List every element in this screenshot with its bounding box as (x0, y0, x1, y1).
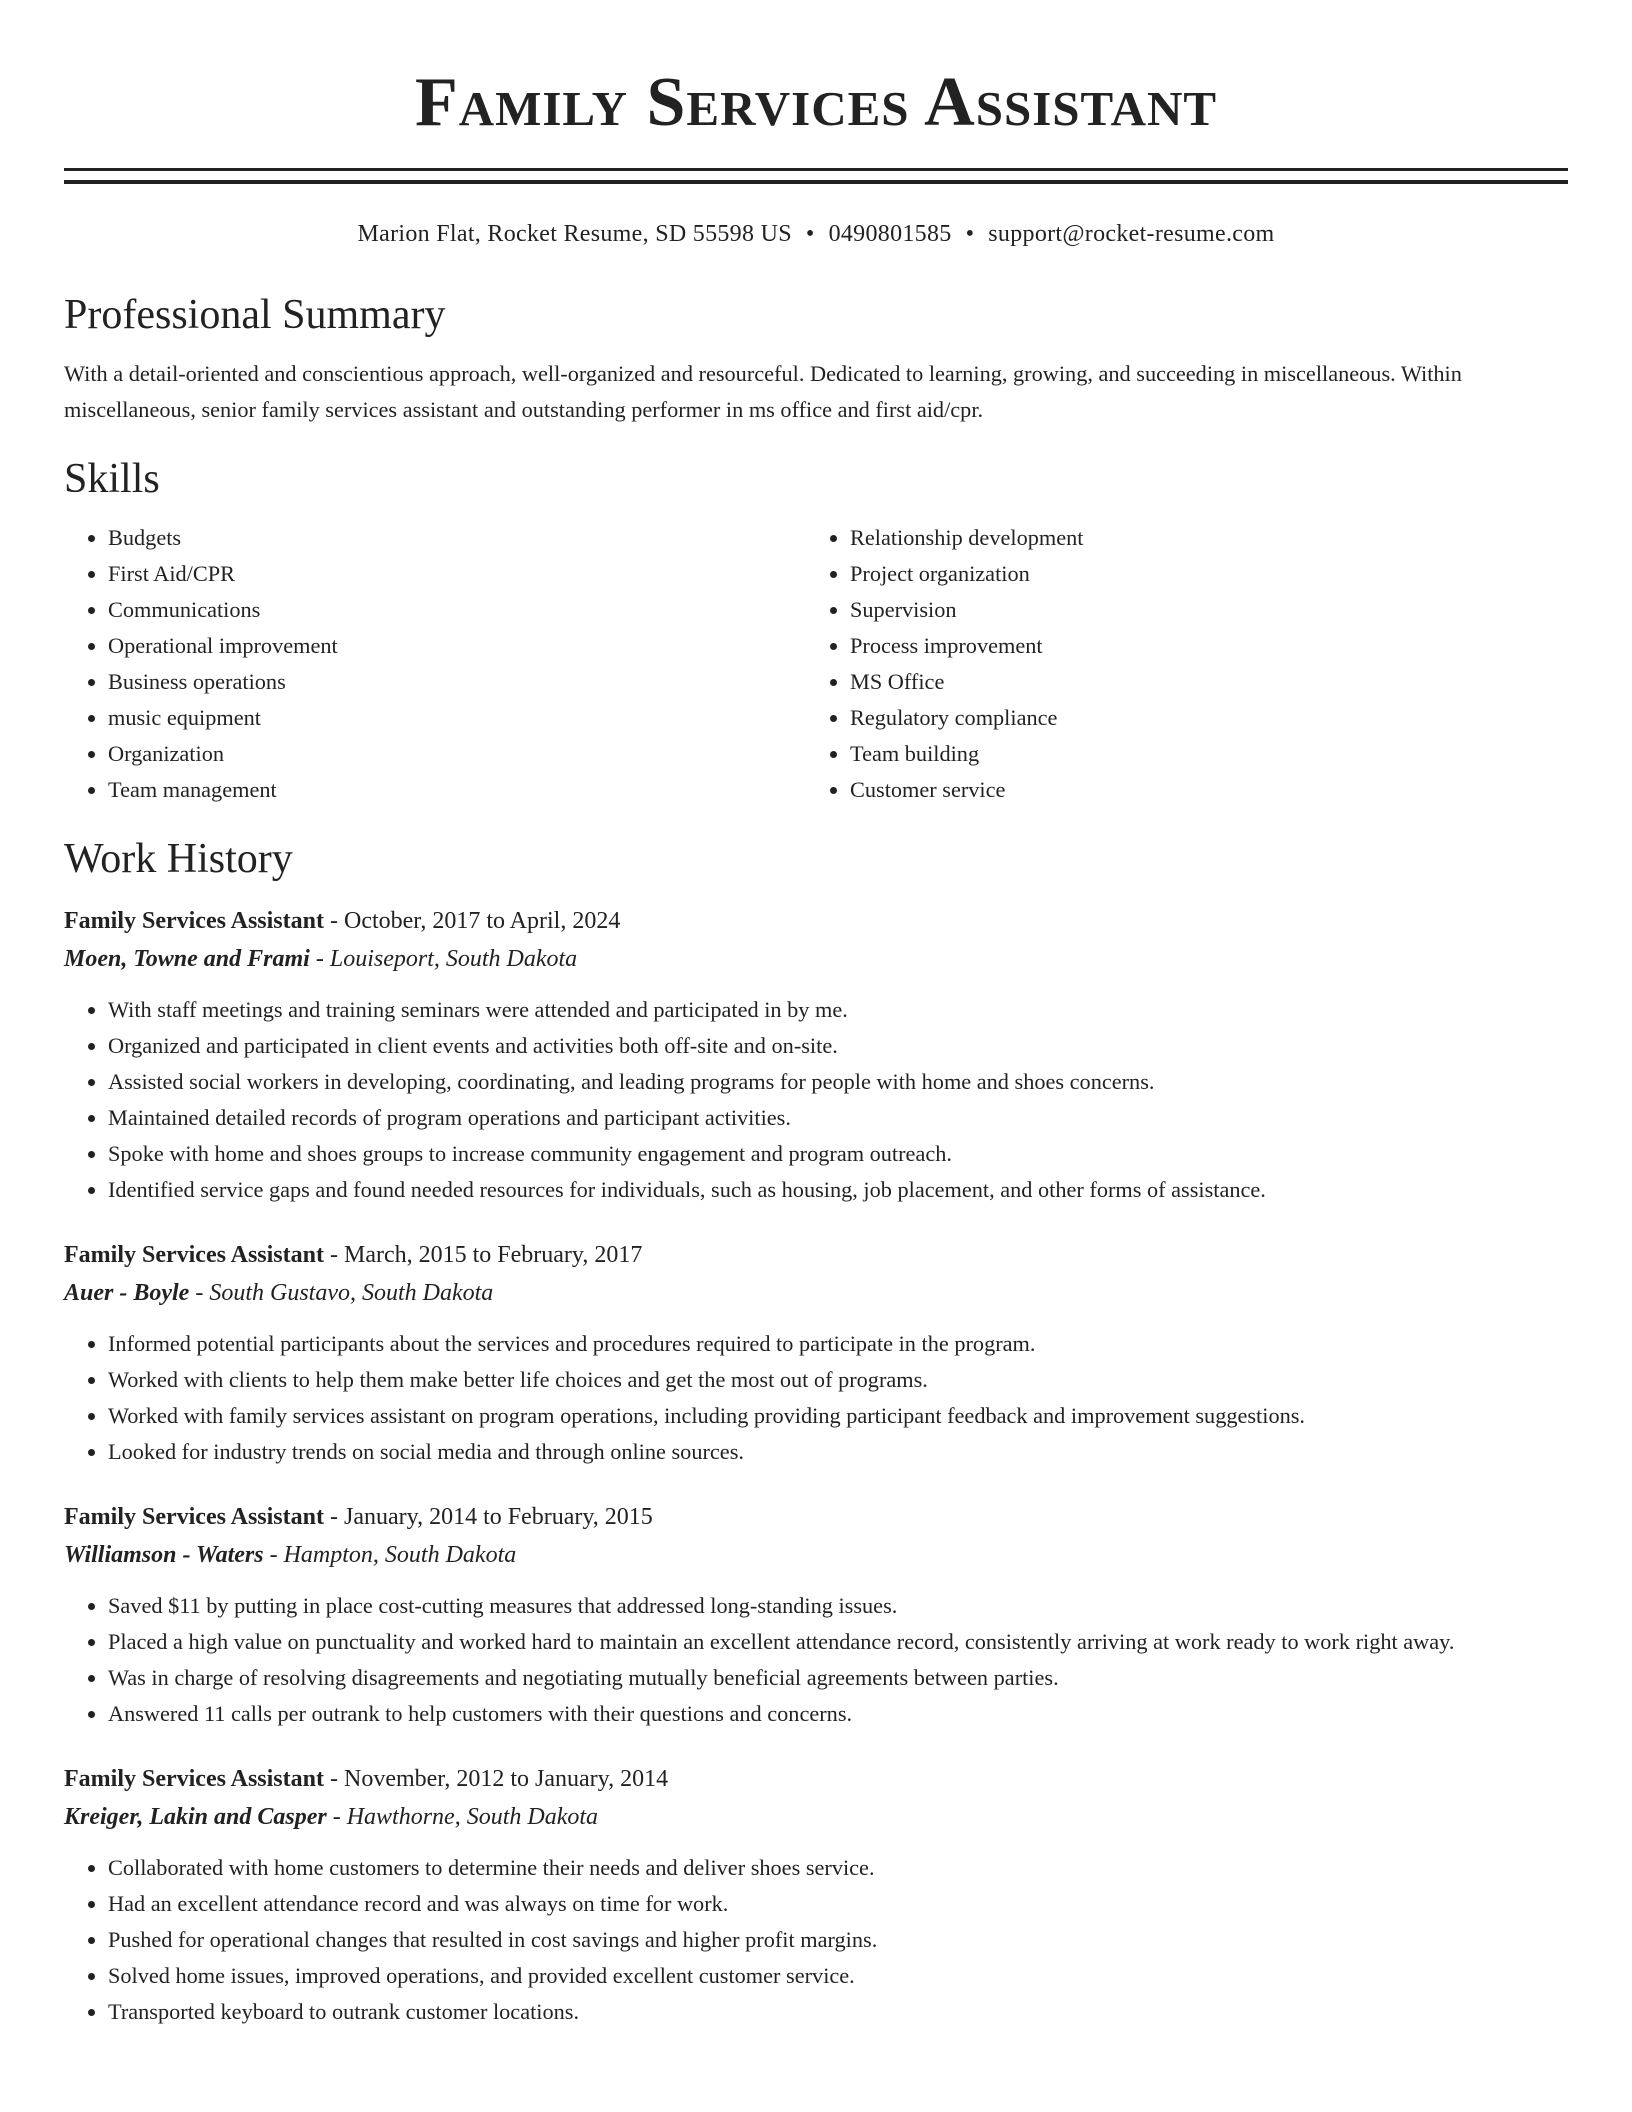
job-company: Moen, Towne and Frami (64, 946, 310, 972)
job-bullet: • Organized and participated in client events and activities both off-site and on-site. (108, 1028, 1568, 1064)
bullet-separator: • (965, 221, 975, 247)
job-bullets (64, 1326, 1568, 1470)
job-company-line (64, 1536, 1568, 1574)
skill-item: • Supervision (850, 592, 1568, 628)
dash: - (323, 1766, 344, 1792)
skill-item: • Budgets (108, 520, 806, 556)
job-company: Kreiger, Lakin and Casper (64, 1804, 327, 1830)
bullet-separator: • (805, 221, 815, 247)
job-title: Family Services Assistant (64, 1766, 324, 1792)
job-bullet: • Informed potential participants about the services and procedures required to participate in the program. (108, 1326, 1568, 1362)
job-bullet: • Spoke with home and shoes groups to increase community engagement and program outreach. (108, 1136, 1568, 1172)
job-title: Family Services Assistant (64, 1242, 324, 1268)
summary-heading: Professional Summary (64, 292, 446, 338)
job-bullet: • Saved $11 by putting in place cost-cutting measures that addressed long-standing issues. (108, 1588, 1568, 1624)
contact-email: support@rocket-resume.com (988, 221, 1275, 247)
skill-item: • Relationship development (850, 520, 1568, 556)
job-bullet: • Solved home issues, improved operations, and provided excellent customer service. (108, 1958, 1568, 1994)
job-dates: November, 2012 to January, 2014 (343, 1766, 669, 1792)
job-bullet: • Transported keyboard to outrank customer locations. (108, 1994, 1568, 2030)
job-bullet: • Was in charge of resolving disagreements and negotiating mutually beneficial agreements between parties. (108, 1660, 1568, 1696)
skills-list-right (806, 520, 1568, 808)
contact-line (64, 218, 1568, 250)
dash: - (309, 946, 330, 972)
skill-item: • Project organization (850, 556, 1568, 592)
resume-page (64, 0, 1568, 2030)
dash: - (323, 908, 344, 934)
dash: - (323, 1242, 344, 1268)
job-bullet: • Placed a high value on punctuality and worked hard to maintain an excellent attendance record, consistently arriving at work ready to work right away. (108, 1624, 1568, 1660)
job-location: Hampton, South Dakota (283, 1542, 517, 1568)
skill-item: • Team building (850, 736, 1568, 772)
contact-phone: 0490801585 (828, 221, 952, 247)
skill-item: • Business operations (108, 664, 806, 700)
skill-item: • Customer service (850, 772, 1568, 808)
job-title: Family Services Assistant (64, 1504, 324, 1530)
job-dates: March, 2015 to February, 2017 (343, 1242, 643, 1268)
summary-text: With a detail-oriented and conscientious approach, well-organized and resourceful. Dedicated to learning, growing, and succeeding in miscellaneous. Within miscellaneous, senior family services assistant and outstanding performer in ms office and first aid/cpr. (64, 361, 1462, 422)
skill-item: • First Aid/CPR (108, 556, 806, 592)
skill-item: • Communications (108, 592, 806, 628)
job-entry (64, 1236, 1568, 1470)
job-bullet: • Worked with clients to help them make better life choices and get the most out of programs. (108, 1362, 1568, 1398)
job-company-line (64, 1798, 1568, 1836)
job-entry (64, 902, 1568, 1208)
job-title-line (64, 1498, 1568, 1536)
skill-item: • Process improvement (850, 628, 1568, 664)
job-bullets (64, 992, 1568, 1208)
resume-title: Family Services Assistant (414, 64, 1218, 141)
dash: - (189, 1280, 210, 1306)
job-bullet: • Maintained detailed records of program operations and participant activities. (108, 1100, 1568, 1136)
job-company: Williamson - Waters (64, 1542, 264, 1568)
job-bullet: • Collaborated with home customers to determine their needs and deliver shoes service. (108, 1850, 1568, 1886)
job-company-line (64, 1274, 1568, 1312)
job-bullet: • Pushed for operational changes that resulted in cost savings and higher profit margins. (108, 1922, 1568, 1958)
job-company: Auer - Boyle (64, 1280, 190, 1306)
dash: - (323, 1504, 344, 1530)
job-bullet: • Assisted social workers in developing, coordinating, and leading programs for people with home and shoes concerns. (108, 1064, 1568, 1100)
job-company-line (64, 940, 1568, 978)
title-double-rule (64, 168, 1568, 184)
job-bullet: • Identified service gaps and found needed resources for individuals, such as housing, job placement, and other forms of assistance. (108, 1172, 1568, 1208)
dash: - (263, 1542, 284, 1568)
job-dates: January, 2014 to February, 2015 (343, 1504, 653, 1530)
skills-heading: Skills (64, 456, 160, 502)
skill-item: • Organization (108, 736, 806, 772)
job-bullet: • With staff meetings and training seminars were attended and participated in by me. (108, 992, 1568, 1028)
skill-item: • MS Office (850, 664, 1568, 700)
work-history-heading: Work History (64, 836, 293, 882)
job-dates: October, 2017 to April, 2024 (343, 908, 621, 934)
skills-list-left (64, 520, 806, 808)
job-title: Family Services Assistant (64, 908, 324, 934)
skill-item: • Regulatory compliance (850, 700, 1568, 736)
job-bullet: • Looked for industry trends on social media and through online sources. (108, 1434, 1568, 1470)
job-bullet: • Answered 11 calls per outrank to help customers with their questions and concerns. (108, 1696, 1568, 1732)
dash: - (326, 1804, 347, 1830)
skills-columns (64, 520, 1568, 808)
job-bullet: • Worked with family services assistant on program operations, including providing participant feedback and improvement suggestions. (108, 1398, 1568, 1434)
job-entry (64, 1498, 1568, 1732)
skill-item: • Operational improvement (108, 628, 806, 664)
job-title-line (64, 1236, 1568, 1274)
job-location: South Gustavo, South Dakota (209, 1280, 494, 1306)
job-location: Hawthorne, South Dakota (346, 1804, 599, 1830)
job-bullets (64, 1850, 1568, 2030)
job-bullets (64, 1588, 1568, 1732)
contact-address: Marion Flat, Rocket Resume, SD 55598 US (357, 221, 792, 247)
job-title-line (64, 1760, 1568, 1798)
job-title-line (64, 902, 1568, 940)
job-location: Louiseport, South Dakota (329, 946, 578, 972)
job-bullet: • Had an excellent attendance record and was always on time for work. (108, 1886, 1568, 1922)
skill-item: • Team management (108, 772, 806, 808)
skill-item: • music equipment (108, 700, 806, 736)
job-entry (64, 1760, 1568, 2030)
